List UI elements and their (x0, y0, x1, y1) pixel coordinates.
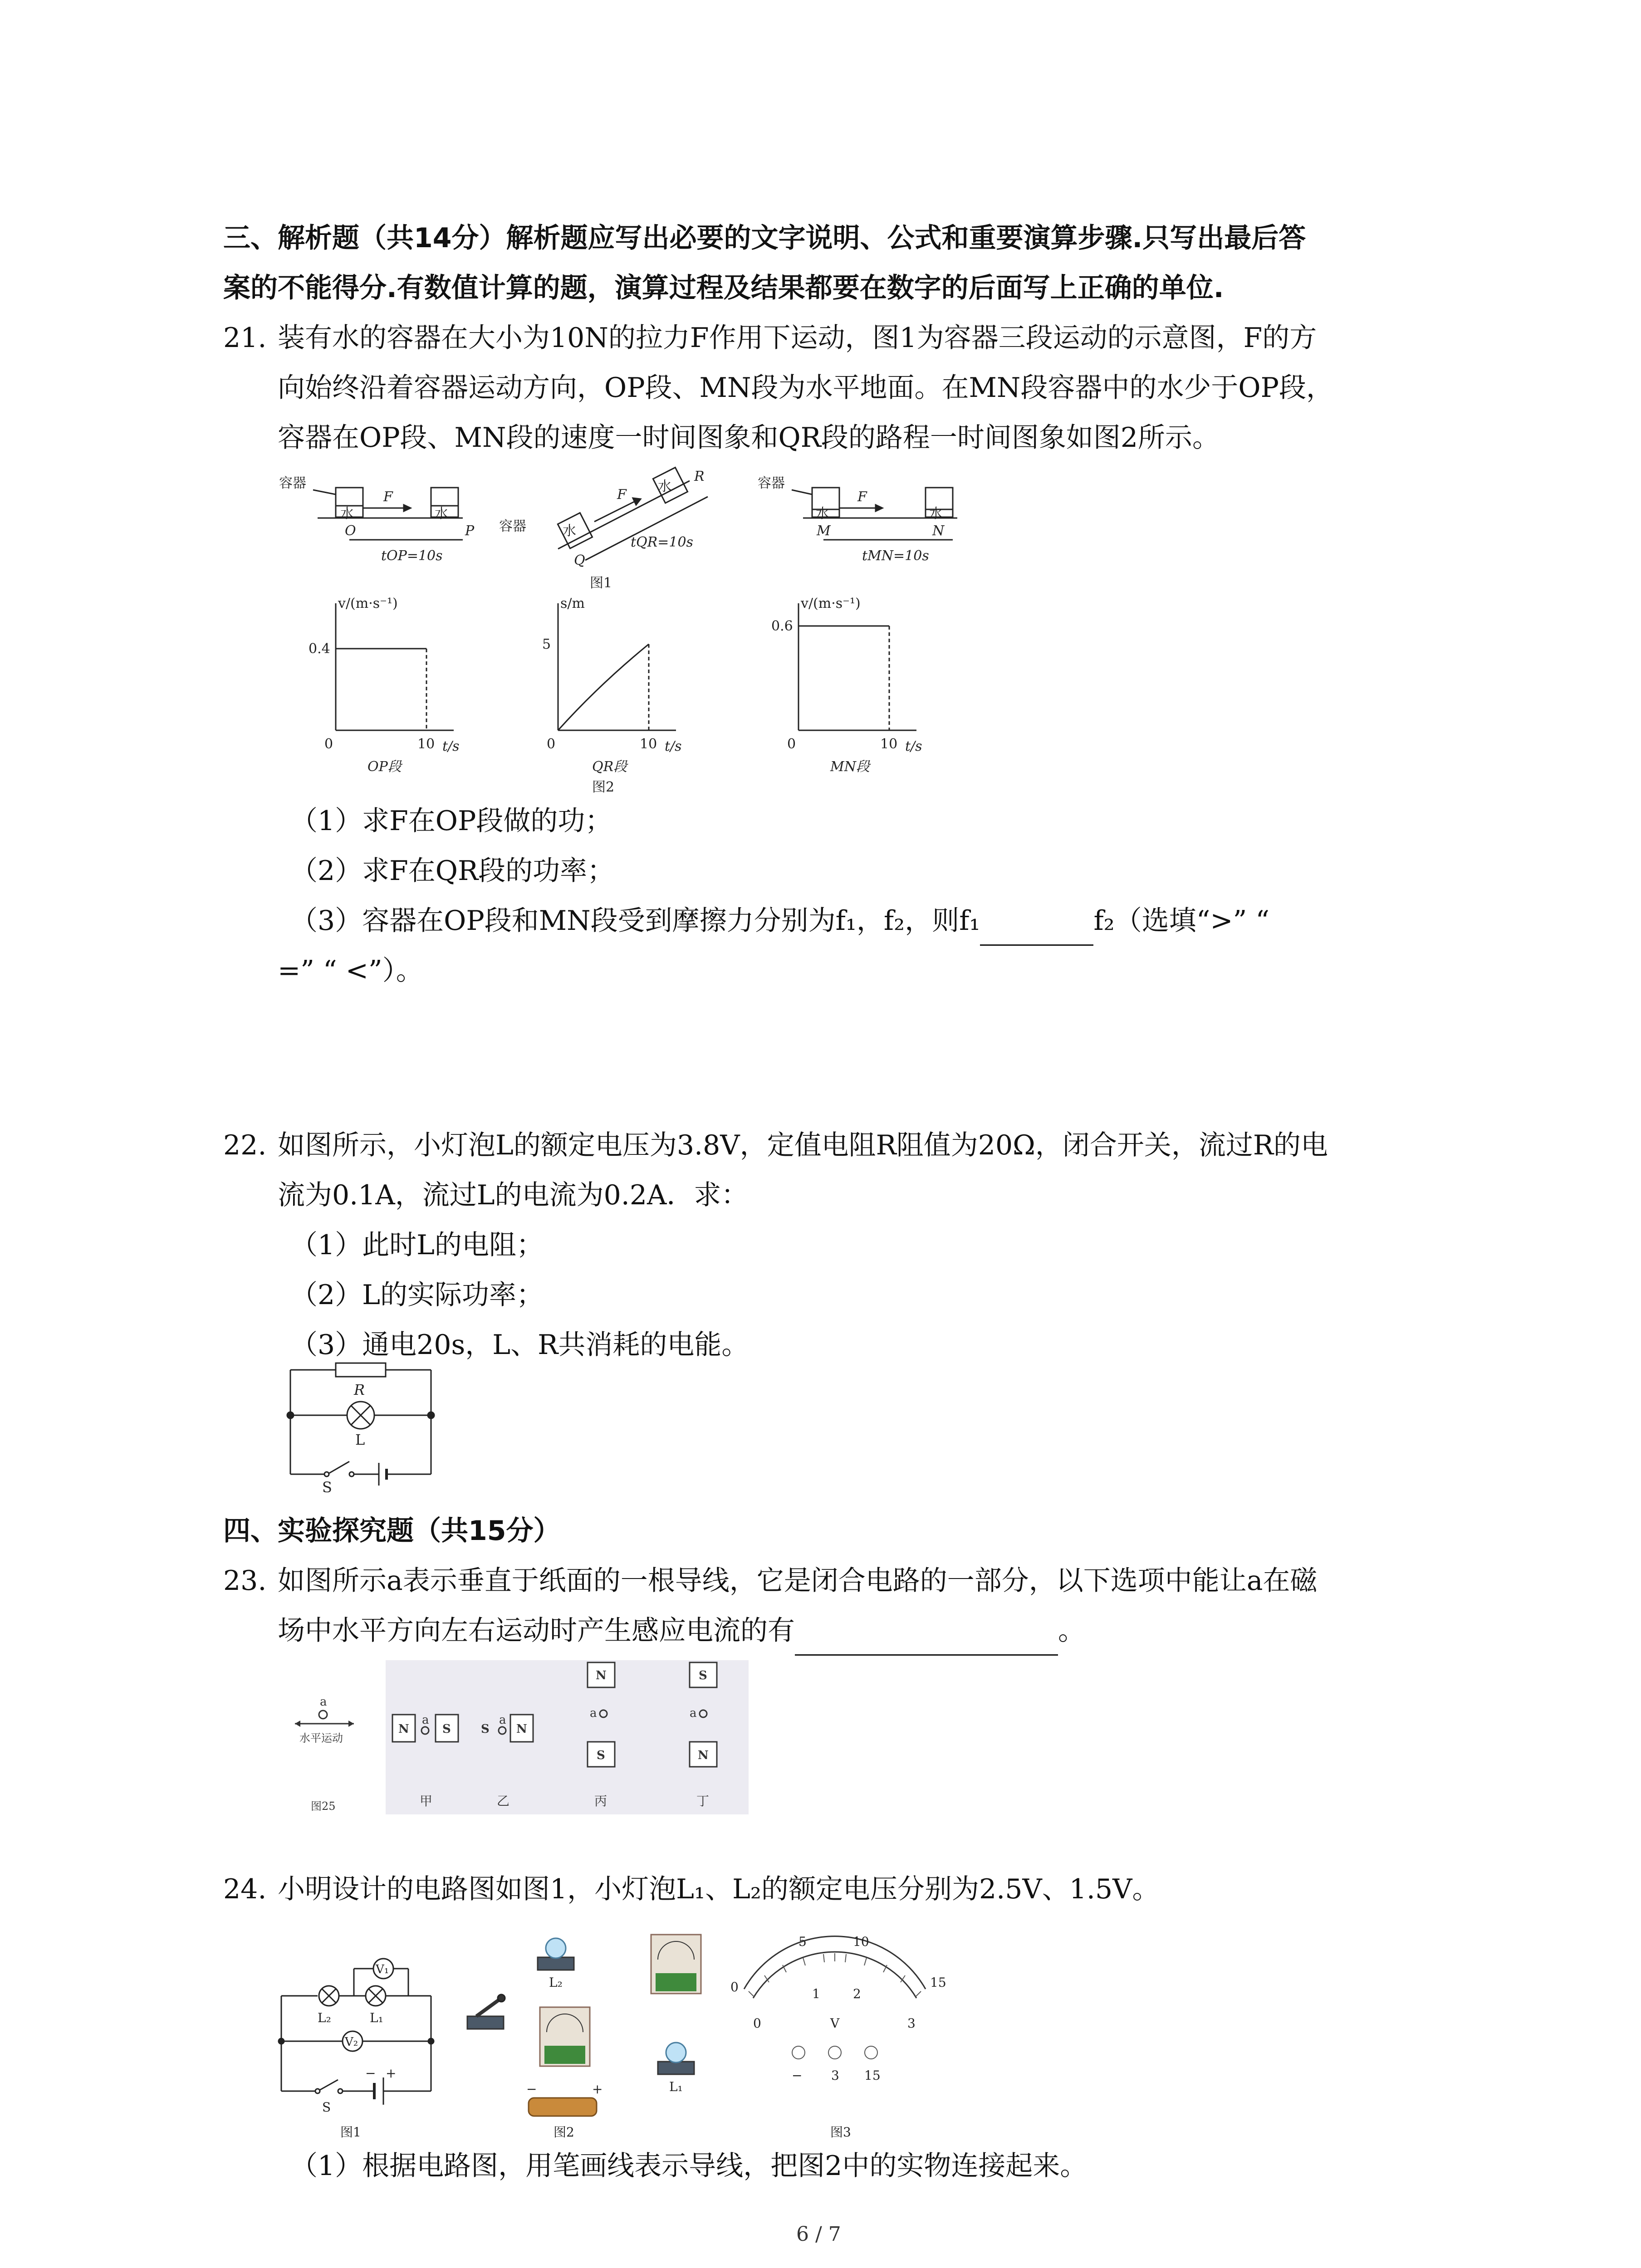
fig1-force-label-3: F (857, 489, 867, 505)
section-3-title-line1: 三、解析题（共14分）解析题应写出必要的文字说明、公式和重要演算步骤.只写出最后答 (223, 222, 1306, 254)
q21-text-line3: 容器在OP段、MN段的速度一时间图象和QR段的路程一时间图象如图2所示。 (278, 422, 1220, 454)
graph-op-name: OP段 (367, 759, 402, 775)
q22-line1 (223, 1120, 1328, 1170)
fig1-pointer-line-3 (792, 490, 812, 494)
fig1-time-mn: tMN=10s (862, 548, 929, 564)
q22-sub1: （1）此时L的电阻； (290, 1229, 544, 1261)
graph-qr (542, 596, 682, 795)
switch-label: S (322, 1479, 332, 1492)
fig1-point-n: N (932, 523, 945, 539)
fig1-junction-right (428, 2038, 434, 2044)
q24-sub1: （1）根据电路图，用笔画线表示导线，把图2中的实物连接起来。 (290, 2150, 1087, 2182)
yi-s-left-label: S (481, 1722, 490, 1736)
fig1-container-label-1: 容器 (279, 475, 306, 491)
q23-motion-arrowhead-right (348, 1721, 354, 1727)
q22-text-line1: 如图所示，小灯泡L的额定电压为3.8V，定值电阻R阻值为20Ω，闭合开关，流过R的电 (278, 1129, 1328, 1161)
graph-mn-name: MN段 (830, 759, 870, 775)
yi-n-label: N (516, 1722, 527, 1736)
junction-left (287, 1412, 294, 1418)
fig1-force-label-1: F (383, 489, 393, 505)
fig3-top-zero: 0 (730, 1980, 739, 1994)
fig1-caption: 图1 (590, 575, 612, 591)
fig1-l2-label: L₂ (318, 2010, 331, 2025)
q21-sub2: （2）求F在QR段的功率； (290, 855, 615, 887)
fig1-water-label-6: 水 (929, 506, 943, 522)
fig1-switch-pivot (315, 2089, 320, 2093)
graph-qr-ylabel: s/m (560, 596, 585, 611)
fig1-water-label-5: 水 (816, 506, 829, 522)
fig1-container-label-2: 容器 (499, 518, 526, 534)
q23-motion-arrowhead-left (295, 1721, 300, 1727)
yi-wire-label: a (499, 1713, 506, 1727)
q23-number: 23. (223, 1565, 267, 1597)
fig3-top-tick-10: 10 (853, 1934, 869, 1949)
graph-qr-origin: 0 (547, 736, 556, 752)
q23-line1 (223, 1556, 1318, 1606)
graph-mn-ytick: 0.6 (771, 618, 793, 634)
fig2-minus: − (526, 2082, 537, 2097)
fig3-unit: V (830, 2016, 840, 2031)
graph-op-origin: 0 (324, 736, 333, 752)
fig1-water-label-1: 水 (340, 506, 354, 522)
fig1-v2-label: V₂ (345, 2035, 358, 2049)
yi-label: 乙 (497, 1794, 510, 1809)
q21-line1 (223, 313, 1317, 363)
fig2-bulb-l2-glass (546, 1938, 566, 1958)
fig2-switch-knob (498, 1994, 505, 2002)
q21-text-line1: 装有水的容器在大小为10N的拉力F作用下运动，图1为容器三段运动的示意图，F的方 (278, 322, 1317, 354)
q24-fig3-dial (730, 1934, 946, 2140)
graph-mn-origin: 0 (787, 736, 796, 752)
q21-sub3-part-a: （3）容器在OP段和MN段受到摩擦力分别为f₁，f₂，则f₁ (290, 905, 980, 937)
resistor-r (336, 1363, 386, 1377)
graph-mn-ylabel: v/(m·s⁻¹) (801, 596, 861, 611)
q21-sub3-line2: =” “ <”）。 (278, 955, 423, 987)
q24-number: 24. (223, 1873, 267, 1905)
section-4-title: 四、实验探究题（共15分） (223, 1515, 561, 1547)
fig3-caption-q24: 图3 (830, 2125, 851, 2140)
fig3-outer-arc (744, 1936, 926, 1989)
q23-figure (290, 1656, 753, 1819)
q22-number: 22. (223, 1129, 267, 1161)
fig1-switch-contact (338, 2089, 343, 2093)
q23-wire-label: a (320, 1695, 327, 1709)
fig3-bottom-tick-3: 3 (907, 2016, 916, 2031)
graph-qr-xlabel: t/s (665, 738, 682, 754)
fig1-plus: + (386, 2066, 397, 2081)
fig1-force-arrowhead-2 (633, 498, 641, 505)
q23-line2 (278, 1606, 1085, 1656)
graph-mn-xlabel: t/s (905, 738, 922, 754)
q24-figures (272, 1923, 980, 2141)
q23-text-line2: 场中水平方向左右运动时产生感应电流的有 (278, 1615, 795, 1647)
q24-fig1-circuit (279, 1959, 434, 2140)
ding-s-label: S (699, 1669, 707, 1682)
fig1-l1-label: L₁ (370, 2010, 383, 2025)
graph-op-ylabel: v/(m·s⁻¹) (338, 596, 398, 611)
fig1-point-r: R (694, 469, 705, 484)
graph-mn (771, 596, 922, 775)
q23-answer-blank[interactable] (795, 1626, 1058, 1656)
q21-text-line2: 向始终沿着容器运动方向，OP段、MN段为水平地面。在MN段容器中的水少于OP段， (278, 372, 1333, 404)
fig1-switch-label: S (322, 2100, 331, 2115)
q22-text-line2: 流为0.1A，流过L的电流为0.2A．求： (278, 1179, 749, 1211)
graph-op (309, 596, 460, 775)
q23-motion-label: 水平运动 (299, 1732, 343, 1745)
fig3-top-tick-15: 15 (930, 1975, 946, 1990)
fig2-bulb-l2-base (538, 1957, 574, 1970)
page-number: 6 / 7 (796, 2223, 841, 2246)
fig1-water-label-2: 水 (435, 506, 448, 522)
fig3-terminal-label-15: 15 (864, 2068, 881, 2083)
fig1-point-o: O (345, 523, 356, 539)
switch-contact (349, 1472, 354, 1476)
ding-label: 丁 (696, 1794, 710, 1809)
fig1-minus: − (365, 2066, 376, 2081)
graph-qr-distance-curve (558, 644, 649, 730)
fig2-l2-label: L₂ (549, 1975, 563, 1990)
bing-label: 丙 (594, 1794, 607, 1809)
jia-label: 甲 (420, 1794, 433, 1809)
fig1-time-span-qr (585, 497, 708, 560)
q21-figure-2 (281, 594, 962, 798)
q24-line1 (223, 1864, 1159, 1914)
lamp-label: L (355, 1431, 365, 1448)
jia-n-label: N (398, 1722, 409, 1736)
q21-figure-1 (272, 463, 980, 599)
q23-caption: 图25 (311, 1800, 336, 1813)
graph-qr-name: QR段 (592, 759, 627, 775)
switch-pivot (324, 1472, 329, 1476)
fig2-voltmeter-middle-terminals (544, 2046, 585, 2064)
q22-sub3: （3）通电20s，L、R共消耗的电能。 (290, 1329, 749, 1361)
fig1-point-q: Q (574, 552, 585, 568)
fig1-container-label-3: 容器 (758, 475, 785, 491)
fig2-voltmeter-top-terminals (656, 1973, 696, 1991)
ding-n-label: N (698, 1749, 709, 1762)
graph-op-xtick: 10 (417, 736, 435, 752)
graph-qr-xtick: 10 (640, 736, 657, 752)
jia-wire-label: a (422, 1713, 429, 1727)
graph-mn-xtick: 10 (880, 736, 898, 752)
q21-sub3-part-b: f₂（选填“>” “ (1093, 905, 1270, 937)
fig1-force-label-2: F (617, 487, 627, 503)
q24-text-line1: 小明设计的电路图如图1，小灯泡L₁、L₂的额定电压分别为2.5V、1.5V。 (278, 1873, 1160, 1905)
fig3-terminal-3 (828, 2046, 841, 2059)
q23-text-line1: 如图所示a表示垂直于纸面的一根导线，它是闭合电路的一部分，以下选项中能让a在磁 (278, 1565, 1318, 1597)
bing-wire-label: a (590, 1706, 597, 1720)
q23-line2-end: 。 (1058, 1615, 1085, 1647)
fig3-terminal-label-3: 3 (831, 2068, 839, 2083)
q24-fig2-components (467, 1935, 701, 2140)
fig1-point-p: P (465, 523, 475, 539)
fig1-water-label-3: 水 (563, 523, 576, 539)
fig1-time-op: tOP=10s (381, 548, 443, 564)
fig1-water-label-4: 水 (658, 479, 671, 494)
q22-circuit-diagram (281, 1356, 454, 1492)
fig2-bulb-l1-glass (666, 2043, 686, 2063)
jia-s-label: S (442, 1722, 451, 1736)
fig1-pointer-line-1 (313, 490, 336, 494)
fig1-v1-label: V₁ (376, 1963, 389, 1976)
fig3-top-tick-5: 5 (798, 1934, 807, 1949)
fig2-caption: 图2 (592, 779, 615, 795)
graph-qr-ytick: 5 (542, 636, 551, 652)
section-3-title-line2: 案的不能得分.有数值计算的题，演算过程及结果都要在数字的后面写上正确的单位. (223, 272, 1224, 304)
ding-wire-label: a (690, 1706, 697, 1720)
q21-answer-blank[interactable] (980, 916, 1093, 946)
fig3-terminal-negative (792, 2046, 805, 2059)
q21-sub1: （1）求F在OP段做的功； (290, 805, 612, 837)
fig2-plus: + (592, 2082, 603, 2097)
graph-op-ytick: 0.4 (309, 641, 330, 657)
bing-s-label: S (597, 1749, 605, 1762)
switch-blade (329, 1461, 349, 1473)
fig1-switch-blade (319, 2080, 338, 2090)
fig3-bottom-tick-1: 1 (812, 1986, 820, 2001)
resistor-label: R (354, 1381, 365, 1398)
fig3-terminal-label-neg: − (792, 2068, 803, 2083)
fig2-bulb-l1-base (658, 2062, 694, 2074)
fig3-tick-marks (749, 1953, 921, 1997)
fig1-point-m: M (817, 523, 831, 539)
q21-number: 21. (223, 322, 267, 354)
fig2-battery (529, 2098, 597, 2116)
fig2-switch-base (467, 2016, 504, 2029)
q22-sub2: （2）L的实际功率； (290, 1279, 544, 1311)
bing-n-label: N (596, 1669, 607, 1682)
fig2-switch-handle (476, 1998, 501, 2016)
fig2-l1-label: L₁ (669, 2079, 683, 2094)
fig3-terminal-15 (865, 2046, 877, 2059)
q23-wire-symbol (319, 1711, 327, 1719)
graph-op-xlabel: t/s (442, 738, 460, 754)
fig1-force-arrowhead-3 (876, 505, 882, 511)
junction-right (428, 1412, 434, 1418)
fig1-force-arrowhead-1 (404, 505, 411, 511)
q21-sub3-line1 (290, 896, 1269, 946)
fig3-bottom-tick-2: 2 (853, 1986, 861, 2001)
fig1-caption-q24: 图1 (340, 2125, 361, 2140)
fig1-time-qr: tQR=10s (631, 534, 693, 550)
fig3-bottom-zero: 0 (753, 2016, 761, 2031)
fig1-junction-left (279, 2038, 284, 2044)
fig2-caption-q24: 图2 (554, 2125, 574, 2140)
